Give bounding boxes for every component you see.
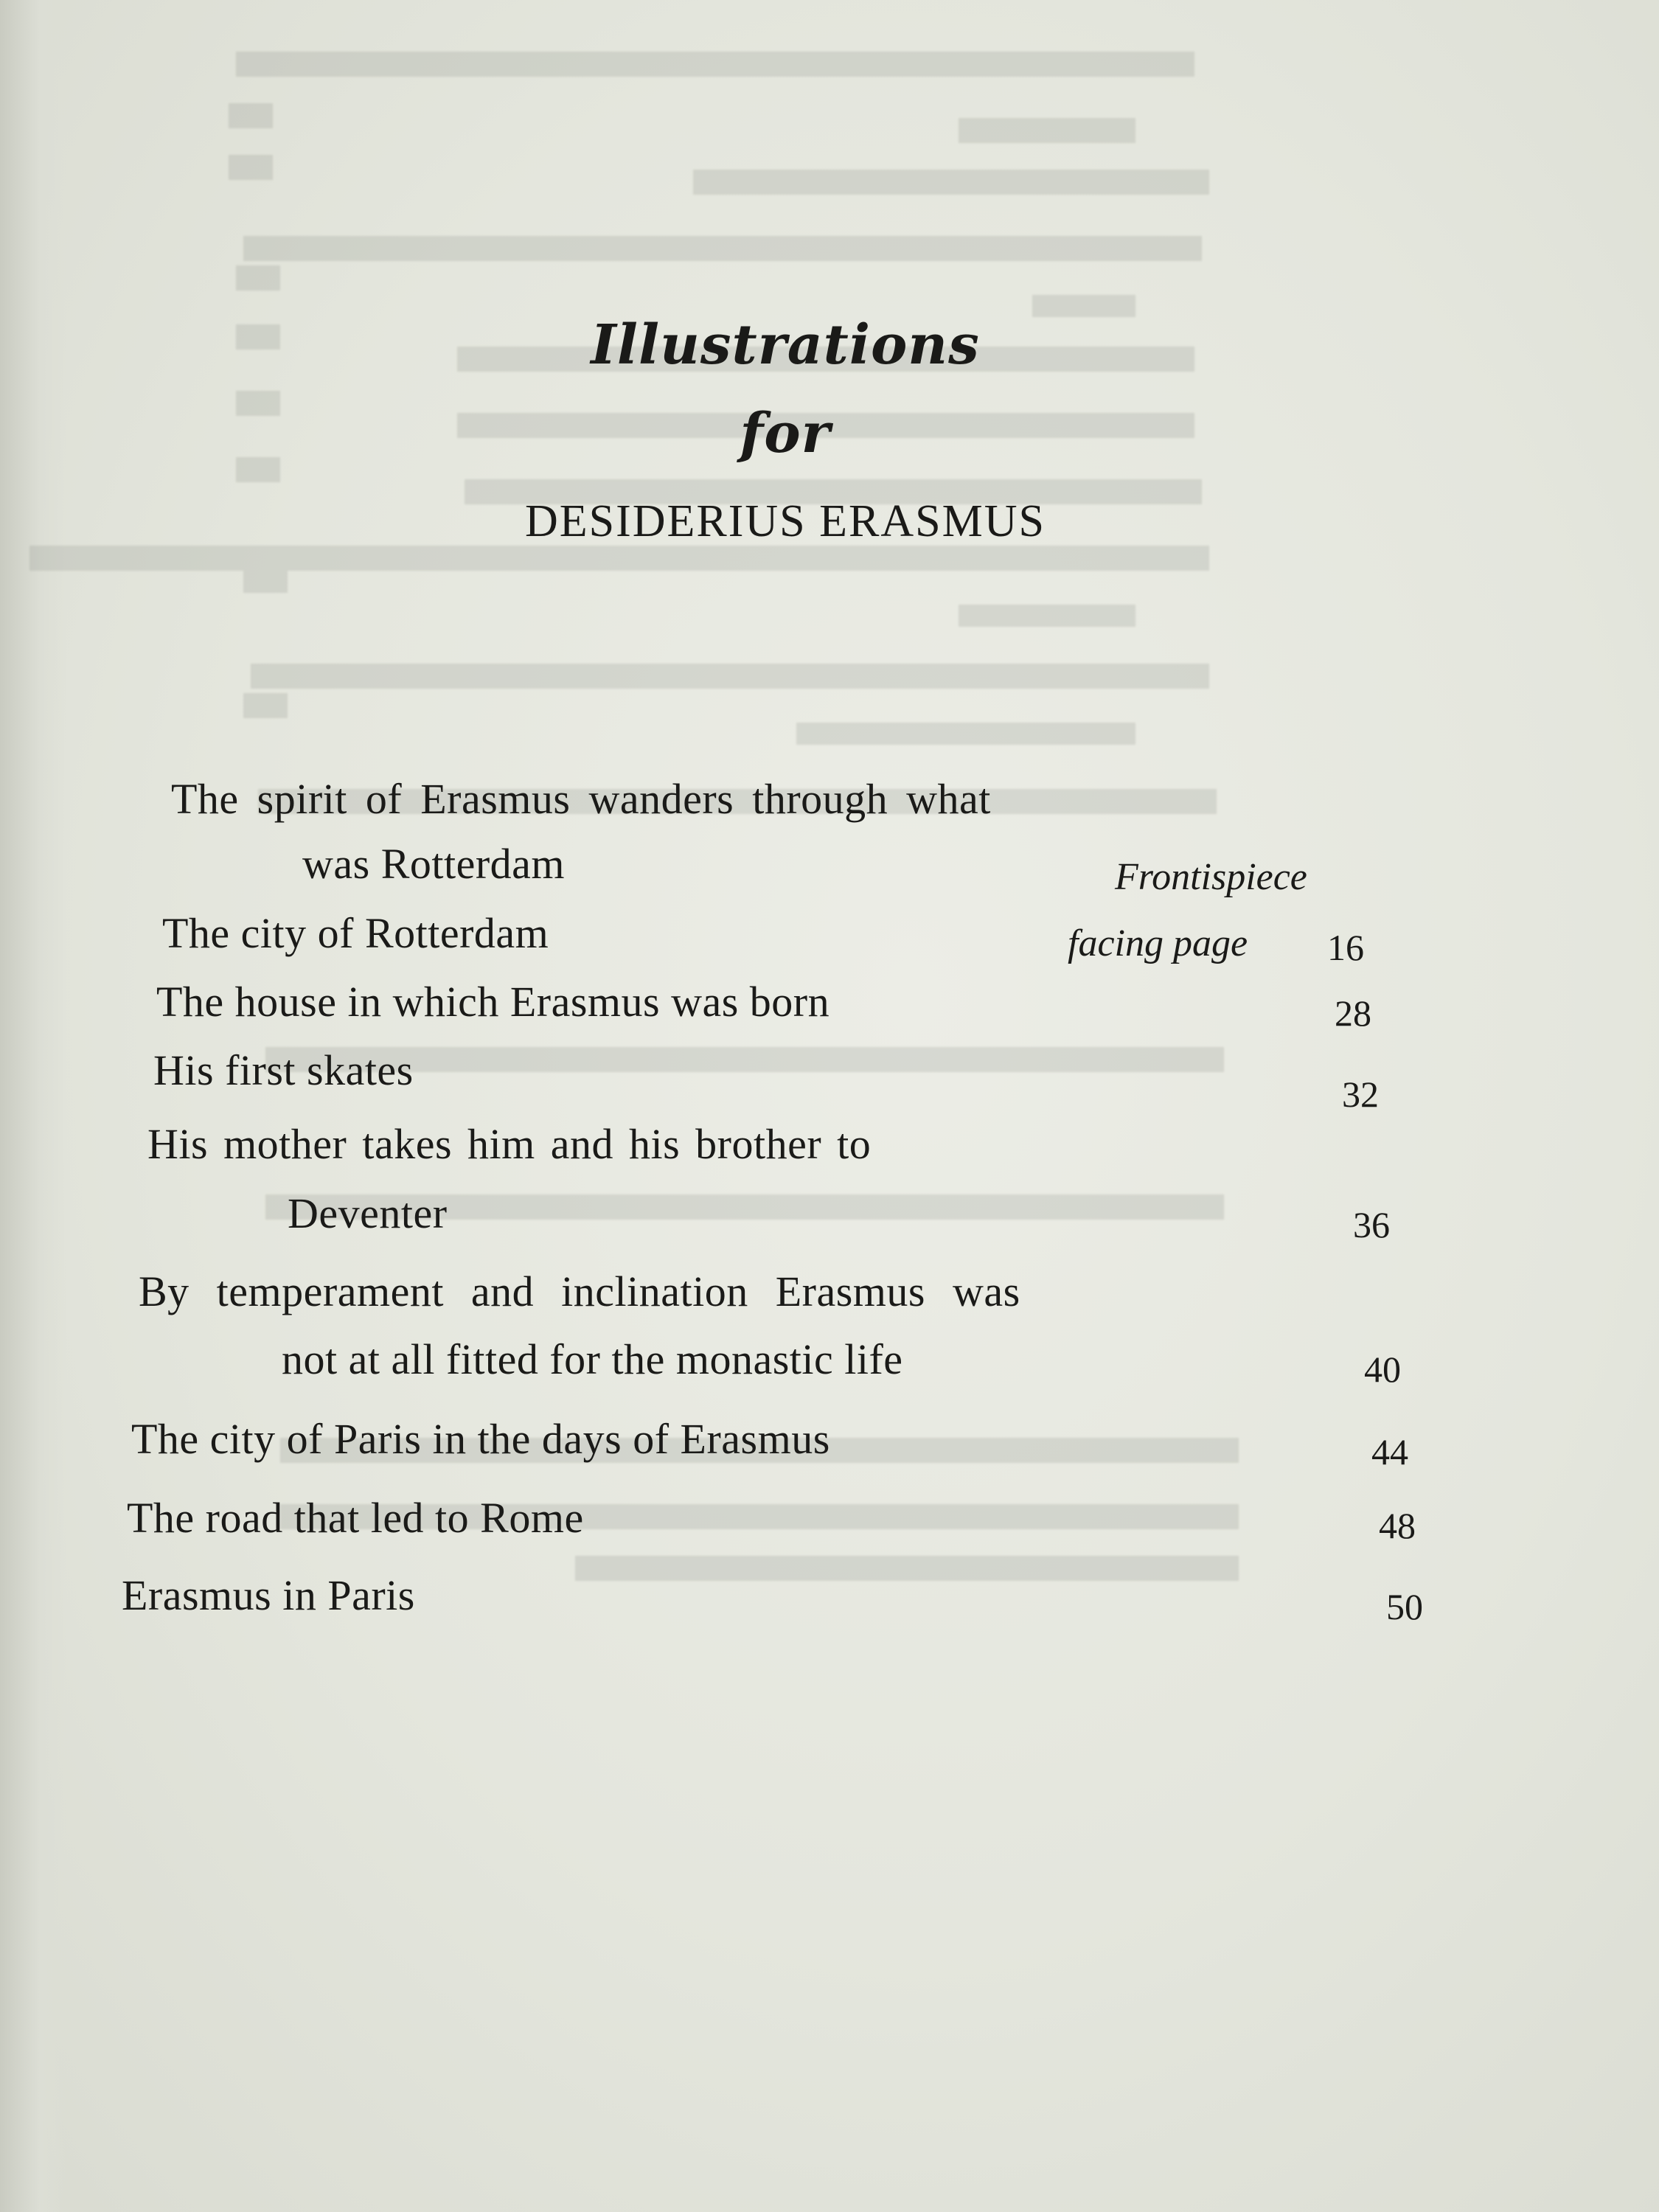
list-item-text: The house in which Erasmus was born xyxy=(156,978,830,1026)
list-item-text: The road that led to Rome xyxy=(127,1494,584,1542)
page-number: 32 xyxy=(1342,1074,1379,1115)
list-item-text: The spirit of Erasmus wanders through what xyxy=(171,775,991,823)
list-item-text-continued: was Rotterdam xyxy=(302,840,566,888)
heading-for: for xyxy=(740,402,831,465)
page-number: 16 xyxy=(1327,927,1364,968)
page-number: 44 xyxy=(1371,1431,1408,1472)
heading-illustrations: Illustrations xyxy=(591,313,980,377)
list-item-text-continued: Deventer xyxy=(288,1189,448,1237)
page-number: 40 xyxy=(1364,1349,1401,1390)
list-item-text: The city of Rotterdam xyxy=(162,909,549,957)
heading-book-title: DESIDERIUS ERASMUS xyxy=(524,496,1046,546)
list-item-text: Erasmus in Paris xyxy=(122,1571,415,1619)
page-number: 48 xyxy=(1379,1505,1416,1546)
list-item-text-continued: not at all fitted for the monastic life xyxy=(282,1335,903,1383)
page-number: 28 xyxy=(1335,992,1371,1034)
list-item-text: The city of Paris in the days of Erasmus xyxy=(131,1415,830,1463)
list-item-text: By temperament and inclination Erasmus was xyxy=(139,1267,1020,1315)
frontispiece-label: Frontispiece xyxy=(1115,856,1307,898)
list-item-text: His mother takes him and his brother to xyxy=(147,1120,872,1168)
page-number: 36 xyxy=(1353,1204,1390,1245)
list-item-text: His first skates xyxy=(153,1046,414,1094)
page-number: 50 xyxy=(1386,1586,1423,1627)
facing-page-label: facing page xyxy=(1068,922,1248,964)
